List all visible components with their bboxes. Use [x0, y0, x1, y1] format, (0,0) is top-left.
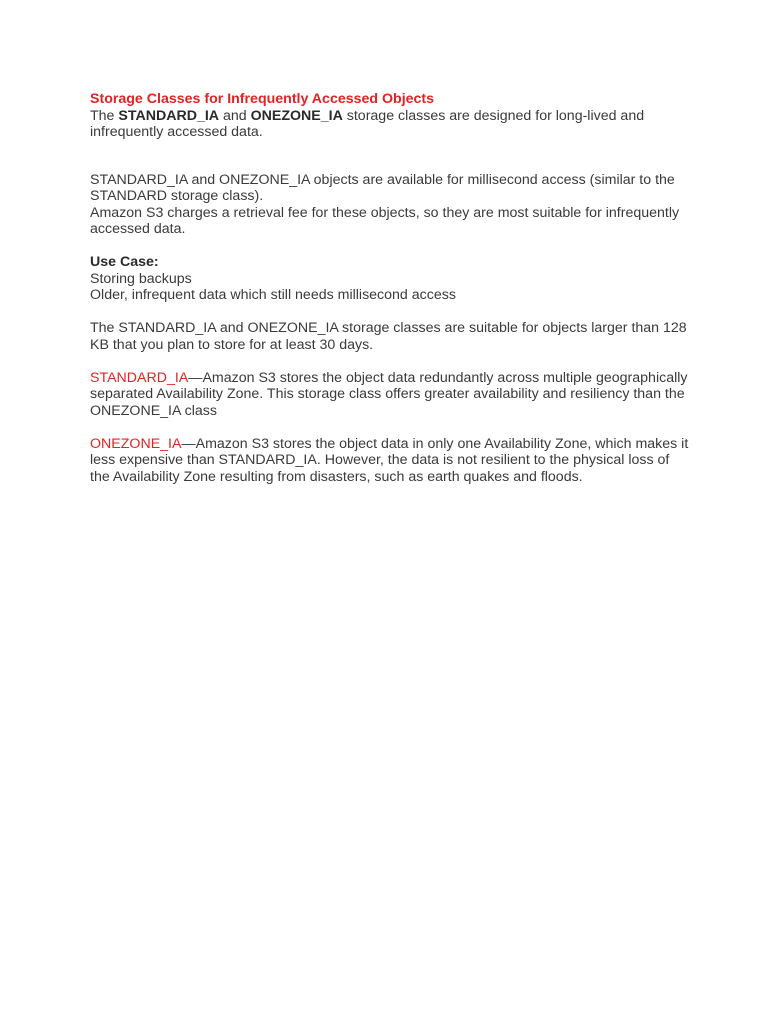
intro-paragraph	[90, 108, 690, 141]
onezone-ia-description: —Amazon S3 stores the object data in only one Availability Zone, which makes it less expensive than STANDARD_IA. However, the data is not resilient to the physical loss of the Availability Zone resulting from disasters, such as earth quakes and floods.	[90, 435, 689, 485]
intro-text-2: and	[219, 107, 251, 124]
standard-ia-description: —Amazon S3 stores the object data redundantly across multiple geographically separated Availability Zone. This storage class offers greater availability and resiliency than the ONEZONE_IA class	[90, 369, 688, 419]
use-case-item: Older, infrequent data which still needs millisecond access	[90, 287, 456, 303]
intro-text-3: storage classes are designed for long-lived and infrequently accessed data.	[90, 107, 645, 140]
standard-ia-paragraph	[90, 370, 690, 420]
access-line-1: STANDARD_IA and ONEZONE_IA objects are available for millisecond access (similar to the STANDARD storage class).	[90, 171, 675, 204]
use-case-heading: Use Case:	[90, 254, 159, 270]
onezone-ia-term: ONEZONE_IA	[90, 435, 182, 452]
size-paragraph: The STANDARD_IA and ONEZONE_IA storage classes are suitable for objects larger than 128 KB that you plan to store for at least 30 days.	[90, 320, 687, 353]
intro-onezone-ia-term: ONEZONE_IA	[250, 107, 343, 124]
document-page	[90, 91, 690, 485]
standard-ia-term: STANDARD_IA	[90, 369, 189, 386]
access-paragraph	[90, 172, 690, 238]
access-line-2: Amazon S3 charges a retrieval fee for these objects, so they are most suitable for infrequently accessed data.	[90, 204, 680, 237]
onezone-ia-paragraph	[90, 436, 690, 486]
use-case-section	[90, 254, 690, 304]
intro-standard-ia-term: STANDARD_IA	[118, 107, 220, 124]
intro-text-1: The	[90, 107, 119, 124]
use-case-item: Storing backups	[90, 270, 192, 287]
document-title: Storage Classes for Infrequently Accessed Objects	[90, 91, 435, 107]
